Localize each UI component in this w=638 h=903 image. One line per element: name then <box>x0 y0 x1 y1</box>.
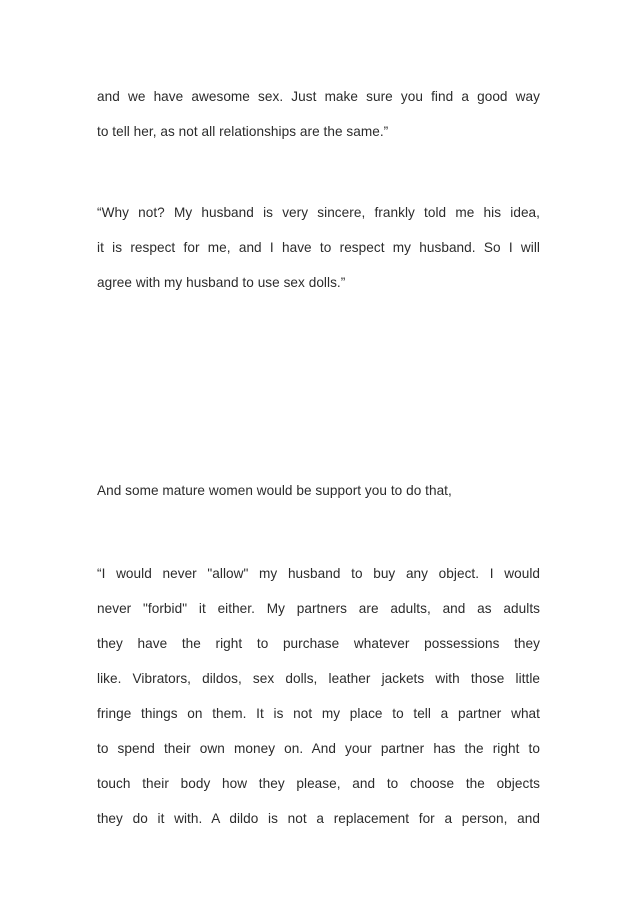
paragraph-4-line-4: like. Vibrators, dildos, sex dolls, leather jackets with those little <box>97 671 540 686</box>
paragraph-4-line-8: they do it with. A dildo is not a replacement for a person, and <box>97 811 540 826</box>
paragraph-4-line-5: fringe things on them. It is not my place to tell a partner what <box>97 706 540 721</box>
paragraph-2-line-3: agree with my husband to use sex dolls.” <box>97 275 346 290</box>
paragraph-1-line-1: and we have awesome sex. Just make sure you find a good way <box>97 89 540 104</box>
paragraph-2-line-2: it is respect for me, and I have to respect my husband. So I will <box>97 240 540 255</box>
paragraph-4-line-3: they have the right to purchase whatever possessions they <box>97 636 540 651</box>
paragraph-4-line-2: never "forbid" it either. My partners are adults, and as adults <box>97 601 540 616</box>
paragraph-4-line-7: touch their body how they please, and to choose the objects <box>97 776 540 791</box>
paragraph-4-line-6: to spend their own money on. And your partner has the right to <box>97 741 540 756</box>
paragraph-1-line-2: to tell her, as not all relationships are the same.” <box>97 124 389 139</box>
paragraph-2-line-1: “Why not? My husband is very sincere, frankly told me his idea, <box>97 205 540 220</box>
paragraph-4-line-1: “I would never "allow" my husband to buy any object. I would <box>97 566 540 581</box>
paragraph-3-line-1: And some mature women would be support you to do that, <box>97 483 452 498</box>
